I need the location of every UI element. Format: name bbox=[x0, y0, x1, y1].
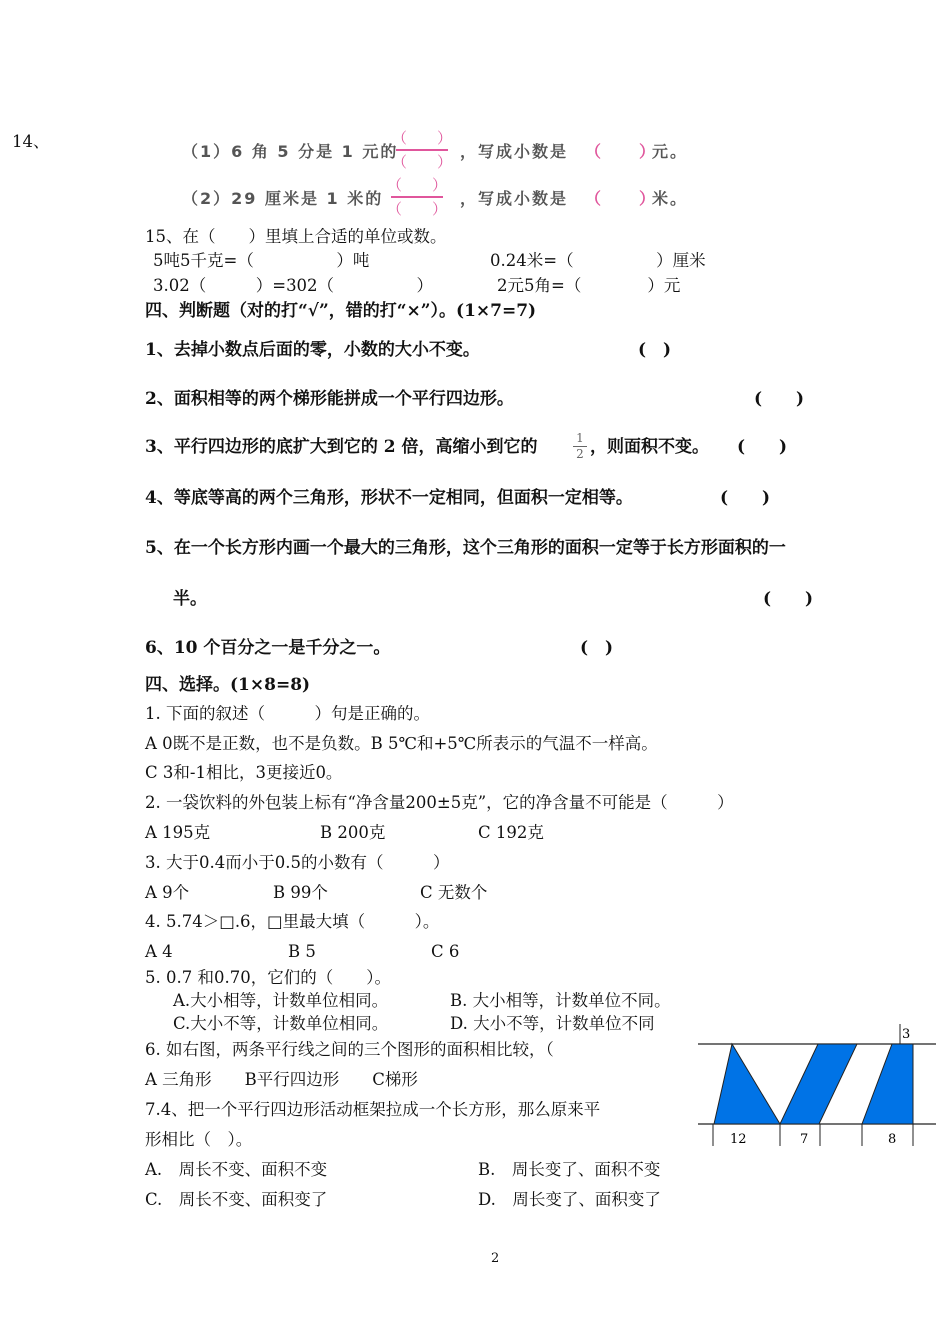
choice-q4-option-b: B 5 bbox=[288, 942, 316, 961]
choice-q7-option-a: A. 周长不变、面积不变 bbox=[145, 1160, 328, 1179]
choice-q2-option-a: A 195克 bbox=[145, 823, 211, 842]
choice-q3: 3. 大于0.4而小于0.5的小数有（ ） bbox=[145, 853, 450, 872]
fraction-denominator: （ ） bbox=[392, 153, 453, 171]
q14-line2-prefix: （2）29 厘米是 1 米的 bbox=[182, 189, 384, 208]
q14-number: 14、 bbox=[12, 132, 50, 151]
trapezoid-shape bbox=[862, 1044, 913, 1124]
q14-line1-prefix: （1）6 角 5 分是 1 元的 bbox=[182, 142, 399, 161]
fraction-denominator: （ ） bbox=[387, 200, 448, 218]
choice-q6-options: A 三角形 B平行四边形 C梯形 bbox=[145, 1070, 418, 1089]
choice-section-title: 四、选择。(1×8=8) bbox=[145, 675, 311, 695]
page-number: 2 bbox=[491, 1251, 500, 1266]
judge-q5-line2: 半。 bbox=[173, 589, 207, 609]
choice-q4-option-c: C 6 bbox=[431, 942, 460, 961]
judge-q3-part1: 3、平行四边形的底扩大到它的 2 倍，高缩小到它的 bbox=[145, 437, 538, 457]
q15-row1-left: 5吨5千克=（ ）吨 bbox=[153, 251, 370, 270]
judge-q5-line1: 5、在一个长方形内画一个最大的三角形，这个三角形的面积一定等于长方形面积的一 bbox=[145, 538, 786, 558]
q14-line2-mid: ，写成小数是 bbox=[460, 189, 569, 208]
choice-q3-option-c: C 无数个 bbox=[420, 883, 488, 902]
judge-q1: 1、去掉小数点后面的零，小数的大小不变。 bbox=[145, 340, 480, 360]
parallel-lines-figure bbox=[690, 1022, 940, 1152]
judge-q2-answer-paren: ( ) bbox=[754, 389, 805, 409]
choice-q4: 4. 5.74＞□.6，□里最大填（ ）。 bbox=[145, 912, 440, 931]
choice-q1-options-ab: A 0既不是正数，也不是负数。B 5℃和+5℃所表示的气温不一样高。 bbox=[145, 734, 658, 753]
choice-q2: 2. 一袋饮料的外包装上标有“净含量200±5克”，它的净含量不可能是（ ） bbox=[145, 793, 734, 812]
label-trapezoid-base: 8 bbox=[888, 1132, 897, 1147]
q15-row2-left: 3.02（ ）=302（ ） bbox=[153, 276, 434, 295]
judge-q3-answer-paren: ( ) bbox=[737, 437, 788, 457]
judge-q4: 4、等底等高的两个三角形，形状不一定相同，但面积一定相等。 bbox=[145, 488, 633, 508]
fraction-bar bbox=[391, 196, 443, 198]
q15-row2-right: 2元5角=（ ）元 bbox=[497, 276, 681, 295]
choice-q7-option-d: D. 周长变了、面积变了 bbox=[478, 1190, 661, 1209]
choice-q1-option-c: C 3和-1相比，3更接近0。 bbox=[145, 763, 343, 782]
choice-q4-option-a: A 4 bbox=[145, 942, 173, 961]
choice-q2-option-c: C 192克 bbox=[478, 823, 544, 842]
triangle-shape bbox=[714, 1044, 780, 1124]
choice-q5-option-c: C.大小不等，计数单位相同。 bbox=[173, 1014, 389, 1033]
q14-line1-suffix: 元。 bbox=[652, 142, 689, 161]
choice-q7-option-b: B. 周长变了、面积不变 bbox=[478, 1160, 661, 1179]
q14-line1-blank: （ ） bbox=[585, 142, 658, 161]
judge-q6: 6、10 个百分之一是千分之一。 bbox=[145, 638, 391, 658]
choice-q3-option-a: A 9个 bbox=[145, 883, 190, 902]
judge-q1-answer-paren: ( ) bbox=[638, 340, 672, 360]
q14-line2-suffix: 米。 bbox=[652, 189, 689, 208]
judge-section-title: 四、判断题（对的打“√”，错的打“×”）。(1×7=7) bbox=[145, 301, 537, 321]
choice-q2-option-b: B 200克 bbox=[320, 823, 386, 842]
choice-q6-clip bbox=[145, 1039, 635, 1063]
q14-line2-fraction bbox=[387, 176, 447, 218]
judge-q4-answer-paren: ( ) bbox=[720, 488, 771, 508]
choice-q5-option-d: D. 大小不等，计数单位不同 bbox=[450, 1014, 655, 1033]
fraction-numerator: 1 bbox=[576, 431, 584, 445]
choice-q6: 6. 如右图，两条平行线之间的三个图形的面积相比较，（ bbox=[145, 1040, 554, 1059]
q14-line1-fraction bbox=[392, 129, 452, 171]
judge-q2: 2、面积相等的两个梯形能拼成一个平行四边形。 bbox=[145, 389, 514, 409]
label-parallelogram-base: 7 bbox=[800, 1132, 809, 1147]
q15-title: 15、在（ ）里填上合适的单位或数。 bbox=[145, 227, 447, 246]
judge-q6-answer-paren: ( ) bbox=[580, 638, 614, 658]
choice-q7-line2: 形相比（ ）。 bbox=[145, 1130, 253, 1149]
q14-line1-mid: ，写成小数是 bbox=[460, 142, 569, 161]
q15-row1-right: 0.24米=（ ）厘米 bbox=[490, 251, 706, 270]
choice-q7-line1: 7.4、把一个平行四边形活动框架拉成一个长方形，那么原来平 bbox=[145, 1100, 601, 1119]
choice-q3-option-b: B 99个 bbox=[273, 883, 328, 902]
choice-q7-line1-clip bbox=[145, 1099, 705, 1123]
parallelogram-shape bbox=[780, 1044, 857, 1124]
choice-q1: 1. 下面的叙述（ ）句是正确的。 bbox=[145, 704, 430, 723]
judge-q3-fraction bbox=[573, 432, 587, 461]
fraction-denominator: 2 bbox=[576, 447, 584, 461]
label-triangle-base: 12 bbox=[730, 1132, 747, 1147]
judge-q5-answer-paren: ( ) bbox=[763, 589, 814, 609]
choice-q5-option-d-clip bbox=[450, 1013, 690, 1037]
label-height: 3 bbox=[902, 1027, 911, 1042]
fraction-bar bbox=[396, 149, 448, 151]
fraction-numerator: （ ） bbox=[387, 176, 448, 194]
fraction-numerator: （ ） bbox=[392, 129, 453, 147]
q14-line2-blank: （ ） bbox=[585, 189, 658, 208]
choice-q7-option-c: C. 周长不变、面积变了 bbox=[145, 1190, 328, 1209]
choice-q5: 5. 0.7 和0.70，它们的（ ）。 bbox=[145, 968, 391, 987]
choice-q5-option-a: A.大小相等，计数单位相同。 bbox=[173, 991, 389, 1010]
judge-q3-part2: ，则面积不变。 bbox=[590, 437, 709, 457]
choice-q5-option-b: B. 大小相等，计数单位不同。 bbox=[450, 991, 671, 1010]
